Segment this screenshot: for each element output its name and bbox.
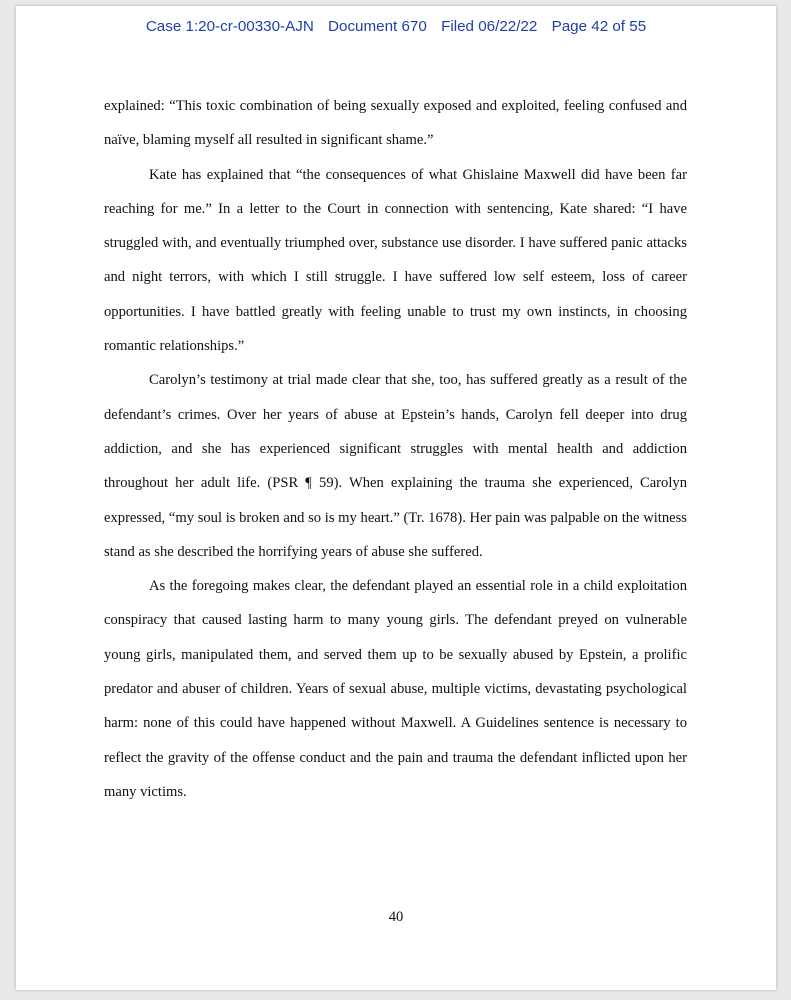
document-number: Document 670 (328, 18, 427, 35)
court-filing-header (16, 18, 776, 35)
document-body (104, 89, 687, 809)
case-number: Case 1:20-cr-00330-AJN (145, 18, 314, 35)
paragraph-continuation: explained: “This toxic combination of being sexually exposed and exploited, feeling confused and naïve, blaming myself all resulted in significant shame.” (104, 98, 687, 149)
paragraph-conclusion: As the foregoing makes clear, the defendant played an essential role in a child exploitation conspiracy that caused lasting harm to many young girls. The defendant preyed on vulnerable young girls, manipulated them, and served them up to be sexually abused by Epstein, a prolific predator and abuser of children. Years of sexual abuse, multiple victims, devastating psychological harm: none of this could have happened without Maxwell. A Guidelines sentence is necessary to reflect the gravity of the offense conduct and the pain and trauma the defendant inflicted upon her many victims. (104, 578, 687, 800)
page-number: 40 (388, 909, 404, 925)
filed-date: Filed 06/22/22 (441, 18, 538, 35)
paragraph-kate: Kate has explained that “the consequences of what Ghislaine Maxwell did have been far reaching for me.” In a letter to the Court in connection with sentencing, Kate shared: “I have struggled with, and eventually triumphed over, substance use disorder. I have suffered panic attacks and night terrors, with which I still struggle. I have suffered low self esteem, loss of career opportunities. I have battled greatly with feeling unable to trust my own instincts, in choosing romantic relationships.” (104, 166, 687, 355)
page-count: Page 42 of 55 (551, 18, 647, 35)
document-page (16, 6, 776, 990)
paragraph-carolyn: Carolyn’s testimony at trial made clear that she, too, has suffered greatly as a result of the defendant’s crimes. Over her years of abuse at Epstein’s hands, Carolyn fell deeper into drug addiction, and she has experienced significant struggles with mental health and addiction throughout her adult life. (PSR ¶ 59). When explaining the trauma she experienced, Carolyn expressed, “my soul is broken and so is my heart.” (Tr. 1678). Her pain was palpable on the witness stand as she described the horrifying years of abuse she suffered. (104, 372, 687, 560)
